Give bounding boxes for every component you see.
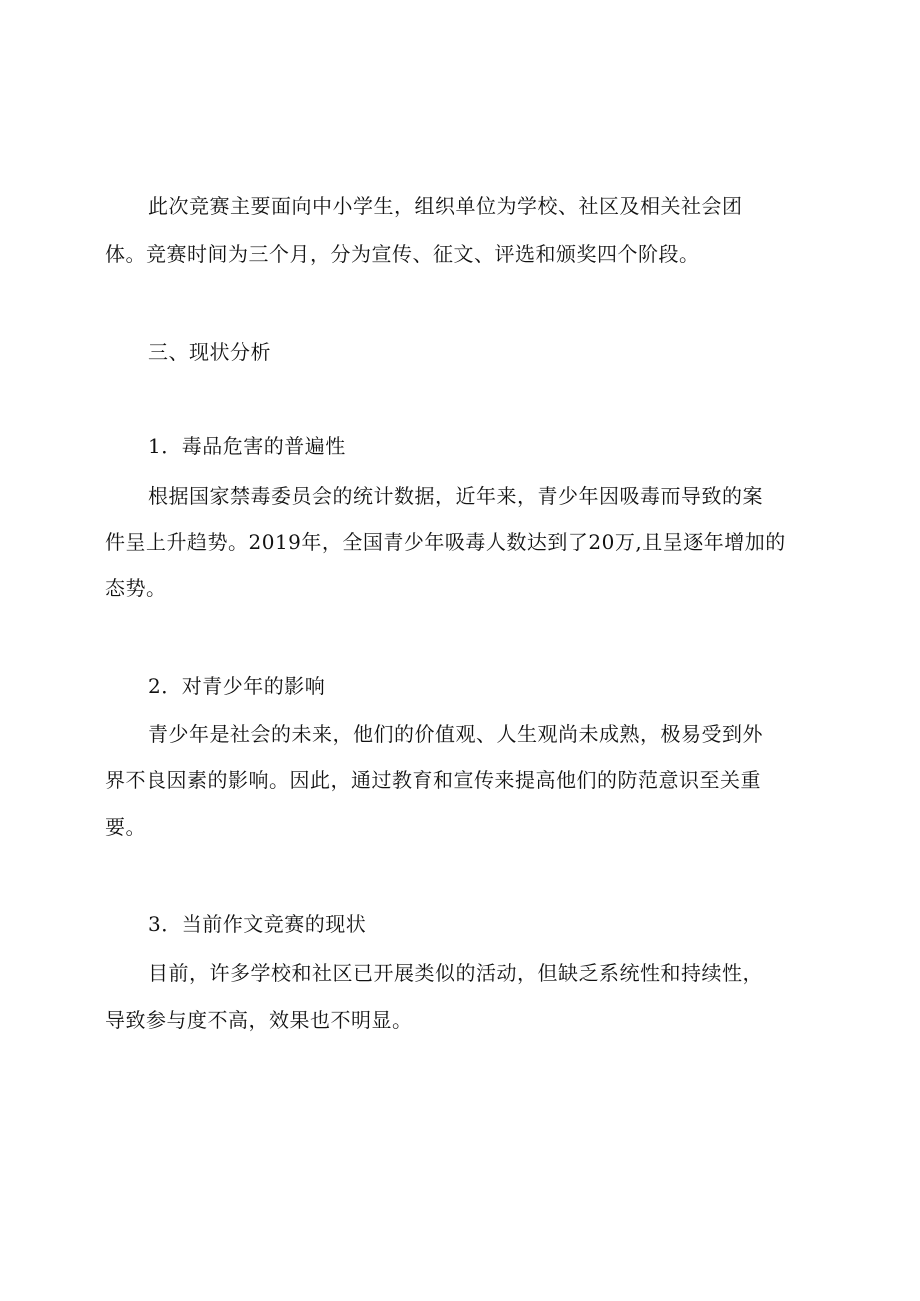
item-1-line-1: 根据国家禁毒委员会的统计数据，近年来，青少年因吸毒而导致的案 [148,484,763,508]
item-3-line-1: 目前，许多学校和社区已开展类似的活动，但缺乏系统性和持续性， [148,961,763,985]
section-title: 三、现状分析 [148,340,271,364]
intro-line-2: 体。竞赛时间为三个月，分为宣传、征文、评选和颁奖四个阶段。 [105,242,700,266]
item-2-line-1: 青少年是社会的未来，他们的价值观、人生观尚未成熟，极易受到外 [148,722,763,746]
item-2-heading: 2．对青少年的影响 [148,674,326,698]
item-2-line-3: 要。 [105,815,146,839]
item-2-line-2: 界不良因素的影响。因此，通过教育和宣传来提高他们的防范意识至关重 [105,768,761,792]
item-1-line-2: 件呈上升趋势。2019年，全国青少年吸毒人数达到了20万,且呈逐年增加的 [105,530,786,554]
item-3-line-2: 导致参与度不高，效果也不明显。 [105,1008,413,1032]
item-1-line-3: 态势。 [105,576,167,600]
item-1-heading: 1．毒品危害的普遍性 [148,434,346,458]
item-3-heading: 3．当前作文竞赛的现状 [148,912,367,936]
intro-line-1: 此次竞赛主要面向中小学生，组织单位为学校、社区及相关社会团 [148,194,743,218]
